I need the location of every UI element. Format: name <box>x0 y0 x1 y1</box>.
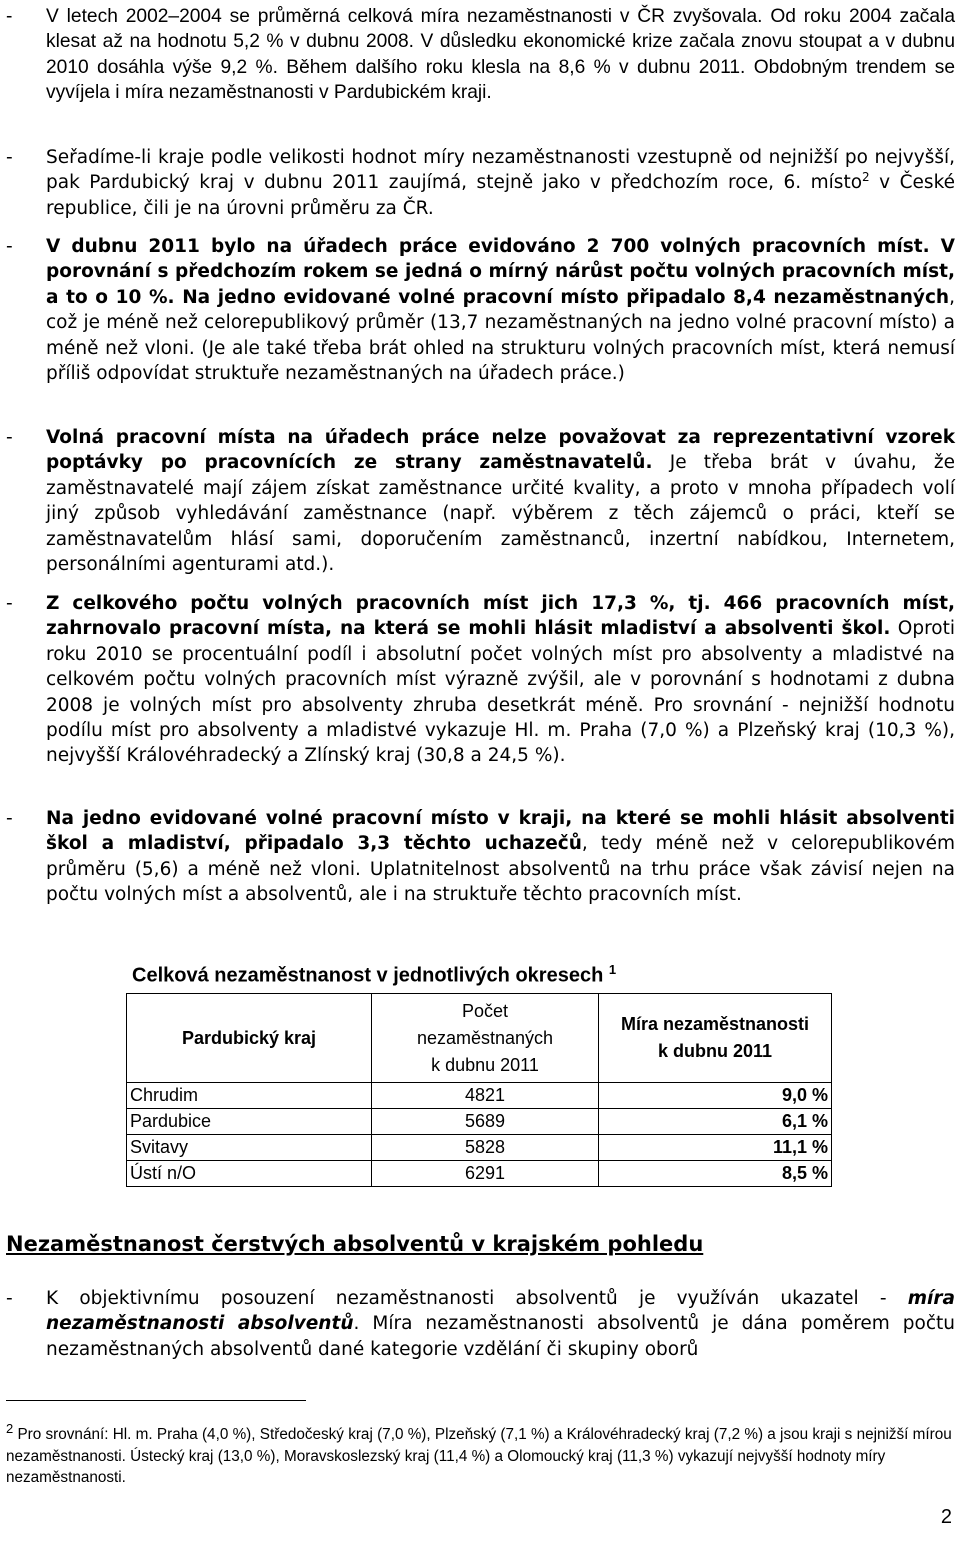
text-run: Je třeba brát v úvahu, že zaměstnavatelé mají zájem získat zaměstnance určité kvality, a proto v mnoha případech volí jiný způsob vyhledávání zaměstnance (např. výběrem z těch zájemců o práci, kteří se zaměstnavatelům hlásí sami, doporučením zaměstnanců, inzertní nabídkou, Internetem, personálními agenturami atd.). <box>46 452 955 576</box>
bullet-dash: - <box>6 6 13 27</box>
cell-rate: 8,5 % <box>599 1161 832 1187</box>
footnote-divider <box>6 1400 306 1401</box>
cell-count: 4821 <box>372 1083 599 1109</box>
header-line: Míra nezaměstnanosti <box>620 1014 810 1034</box>
header-line: k dubnu 2011 <box>431 1054 539 1075</box>
table-header-row <box>127 994 832 1083</box>
bold-text: Na jedno evidované volné pracovní místo v kraji, na které se mohli hlásit absolventi škol a mladiství, připadalo 3,3 těchto uchazečů <box>46 808 955 855</box>
cell-count: 6291 <box>372 1161 599 1187</box>
bold-text: Volná pracovní místa na úřadech práce nelze považovat za reprezentativní vzorek poptávky po pracovnících ze strany zaměstnavatelů. <box>46 427 955 474</box>
paragraph-unemployment-trend <box>0 4 955 106</box>
section-heading: Nezaměstnanost čerstvých absolventů v krajském pohledu <box>6 1232 704 1256</box>
table-row <box>127 1109 832 1135</box>
bullet-dash: - <box>6 593 13 614</box>
paragraph-graduate-rate <box>0 1286 955 1362</box>
paragraph-text <box>46 145 955 221</box>
text-run: , tedy méně než v celorepublikovém průměru (5,6) a méně než vloni. Uplatnitelnost absolventů na trhu práce však závisí nejen na počtu volných míst a absolventů, ale i na struktuře těchto pracovních míst. <box>46 833 955 906</box>
text-run: K objektivnímu posouzení nezaměstnanosti absolventů je využíván ukazatel - <box>46 1288 908 1309</box>
cell-count: 5828 <box>372 1135 599 1161</box>
paragraph-graduates-per-vacancy <box>0 806 955 908</box>
table-caption <box>132 962 616 988</box>
paragraph-text <box>46 591 955 769</box>
bullet-dash: - <box>6 1288 13 1309</box>
paragraph-text <box>46 425 955 577</box>
header-line: nezaměstnaných <box>416 1027 554 1048</box>
paragraph-vacancy-sample <box>0 425 955 577</box>
emphasis-text: míra nezaměstnanosti absolventů <box>46 1288 955 1335</box>
cell-rate: 6,1 % <box>599 1109 832 1135</box>
bullet-dash: - <box>6 236 13 257</box>
header-unemployment-rate <box>599 994 832 1083</box>
text-run: V letech 2002–2004 se průměrná celková míra nezaměstnanosti v ČR zvyšovala. Od roku 2004 začala klesat až na hodnotu 5,2 % v dubnu 2008. V důsledku ekonomické krize začala znovu stoupat a v dubnu 2010 dosáhla výše 9,2 %. Během dalšího roku klesla na 8,6 % v dubnu 2011. Obdobným trendem se vyvíjela i míra nezaměstnanosti v Pardubickém kraji. <box>46 6 955 104</box>
cell-rate: 9,0 % <box>599 1083 832 1109</box>
text-run: v České republice, čili je na úrovni průměru za ČR. <box>46 172 955 219</box>
header-line: Počet <box>461 1000 509 1021</box>
paragraph-text <box>46 4 955 106</box>
paragraph-region-ranking <box>0 145 955 221</box>
bold-text: Z celkového počtu volných pracovních míst jich 17,3 %, tj. 466 pracovních míst, zahrnovalo pracovní místa, na která se mohli hlásit mladiství a absolventi škol. <box>46 593 955 640</box>
bold-text: V dubnu 2011 bylo na úřadech práce evidováno 2 700 volných pracovních míst. V porovnání s předchozím rokem se jedná o mírný nárůst počtu volných pracovních míst, a to o 10 %. Na jedno evidované volné pracovní místo připadalo 8,4 nezaměstnaných <box>46 236 955 308</box>
header-region: Pardubický kraj <box>127 994 372 1083</box>
bullet-dash: - <box>6 427 13 448</box>
cell-district: Pardubice <box>127 1109 372 1135</box>
header-unemployed-count <box>372 994 599 1083</box>
footnote-ref: 2 <box>862 170 870 185</box>
header-line: k dubnu 2011 <box>657 1041 773 1061</box>
page-number: 2 <box>940 1506 952 1528</box>
paragraph-graduate-vacancies <box>0 591 955 769</box>
paragraph-text <box>46 806 955 908</box>
table-row <box>127 1135 832 1161</box>
bullet-dash: - <box>6 147 13 168</box>
table-row <box>127 1161 832 1187</box>
table-caption-text: Celková nezaměstnanost v jednotlivých okresech <box>132 964 604 987</box>
paragraph-text <box>46 1286 955 1362</box>
text-run: Seřadíme-li kraje podle velikosti hodnot míry nezaměstnanosti vzestupně od nejnižší po nejvyšší, pak Pardubický kraj v dubnu 2011 zaujímá, stejně jako v předchozím roce, 6. místo <box>46 147 955 194</box>
text-run: Oproti roku 2010 se procentuální podíl i absolutní počet volných míst pro absolventy a mladistvé na celkovém počtu volných pracovních míst výrazně zvýšil, ale v porovnání s hodnotami z dubna 2008 je volných míst pro absolventy zhruba desetkrát méně. Pro srovnání - nejnižší hodnotu podílu míst pro absolventy a mladistvé vykazuje Hl. m. Praha (7,0 %) a Plzeňský kraj (10,3 %), nejvyšší Královéhradecký a Zlínský kraj (30,8 a 24,5 %). <box>46 618 955 767</box>
paragraph-vacancies <box>0 234 955 386</box>
bullet-dash: - <box>6 808 13 829</box>
cell-district: Ústí n/O <box>127 1161 372 1187</box>
footnote-text: Pro srovnání: Hl. m. Praha (4,0 %), Středočeský kraj (7,0 %), Plzeňský (7,1 %) a Královéhradecký kraj (7,2 %) a jsou kraji s nejnižší mírou nezaměstnanosti. Ústecký kraj (13,0 %), Moravskoslezský kraj (11,4 %) a Olomoucký kraj (11,3 %) vykazují nejvyšší hodnoty míry nezaměstnanosti. <box>6 1426 952 1487</box>
footnote <box>6 1418 954 1489</box>
text-run: , což je méně než celorepublikový průměr (13,7 nezaměstnaných na jedno volné pracovní místo) a méně než vloni. (Je ale také třeba brát ohled na strukturu volných pracovních míst, která nemusí příliš odpovídat struktuře nezaměstnaných na úřadech práce.) <box>46 286 955 385</box>
text-run: . Míra nezaměstnanosti absolventů je dána poměrem počtu nezaměstnaných absolventů dané kategorie vzdělání či skupiny oborů <box>46 1313 955 1360</box>
district-unemployment-table <box>126 993 832 1187</box>
cell-count: 5689 <box>372 1109 599 1135</box>
footnote-ref: 1 <box>608 962 617 977</box>
paragraph-text <box>46 234 955 386</box>
table-row <box>127 1083 832 1109</box>
footnote-number: 2 <box>6 1421 14 1436</box>
cell-district: Chrudim <box>127 1083 372 1109</box>
cell-district: Svitavy <box>127 1135 372 1161</box>
cell-rate: 11,1 % <box>599 1135 832 1161</box>
